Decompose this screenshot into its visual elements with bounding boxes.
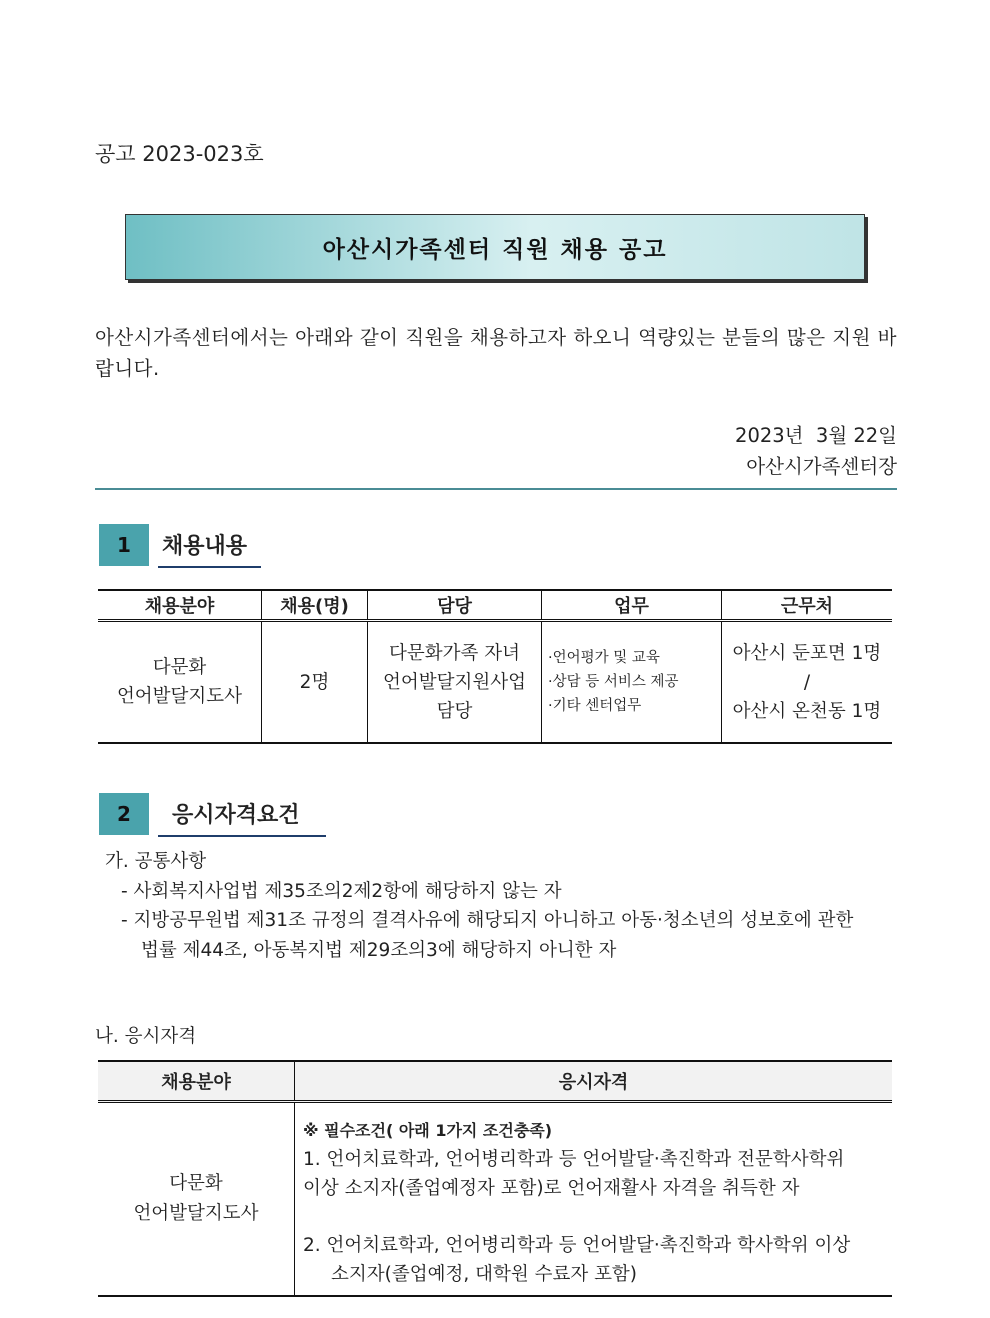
section1-number: 1 <box>99 524 149 566</box>
condition-text: 이상 소지자(졸업예정자 포함)로 언어재활사 자격을 취득한 자 <box>303 1177 800 1199</box>
qual-content-cell <box>295 1102 893 1297</box>
table-header: 업무 <box>542 590 722 621</box>
field-cell <box>98 621 262 744</box>
common-item: - 지방공무원법 제31조 규정의 결격사유에 해당되지 아니하고 아동·청소년의 성보호에 관한 <box>121 910 854 931</box>
charge-cell <box>368 621 542 744</box>
common-heading: 가. 공통사항 <box>105 851 207 872</box>
charge-text: 다문화가족 자녀 <box>389 642 520 664</box>
condition-text: 2. 언어치료학과, 언어병리학과 등 언어발달·촉진학과 학사학위 이상 <box>303 1234 851 1256</box>
must-condition: ※ 필수조건( 아래 1가지 조건충족) <box>303 1120 553 1140</box>
intro-paragraph: 아산시가족센터에서는 아래와 같이 직원을 채용하고자 하오니 역량있는 분들의 많은 지원 바랍니다. <box>95 326 897 380</box>
qualification-table <box>98 1060 892 1297</box>
table-row <box>98 621 892 744</box>
issuer: 아산시가족센터장 <box>746 455 897 478</box>
table-header: 근무처 <box>722 590 893 621</box>
table-header-row <box>98 1061 892 1102</box>
duty-cell <box>542 621 722 744</box>
workplace-cell <box>722 621 893 744</box>
table-header-row <box>98 590 892 621</box>
table-header: 채용분야 <box>98 1061 295 1102</box>
duty-item: ·언어평가 및 교육 <box>548 650 660 666</box>
section1-title: 채용내용 <box>158 529 261 568</box>
qual-field-cell <box>98 1102 295 1297</box>
common-item: - 사회복지사업법 제35조의2제2항에 해당하지 않는 자 <box>121 880 562 902</box>
announcement-date: 2023년 3월 22일 <box>735 424 897 447</box>
count-cell: 2명 <box>262 621 368 744</box>
charge-text: 언어발달지원사업 <box>383 671 526 693</box>
table-row <box>98 1102 892 1297</box>
condition-text: 1. 언어치료학과, 언어병리학과 등 언어발달·촉진학과 전문학사학위 <box>303 1148 845 1170</box>
condition-text: 소지자(졸업예정, 대학원 수료자 포함) <box>331 1263 638 1285</box>
qualification-heading: 나. 응시자격 <box>95 1026 197 1047</box>
duty-item: ·상담 등 서비스 제공 <box>548 674 679 690</box>
field-text: 언어발달지도사 <box>133 1203 259 1224</box>
workplace-text: 아산시 둔포면 1명 <box>732 642 882 664</box>
table-header: 응시자격 <box>295 1061 893 1102</box>
recruitment-table <box>98 589 892 744</box>
field-text: 다문화 <box>169 1173 223 1194</box>
table-header: 채용(명) <box>262 590 368 621</box>
common-item-cont: 법률 제44조, 아동복지법 제29조의3에 해당하지 아니한 자 <box>141 939 617 961</box>
date-block <box>735 420 897 482</box>
table-header: 담당 <box>368 590 542 621</box>
table-header: 채용분야 <box>98 590 262 621</box>
workplace-text: / <box>803 671 811 693</box>
section2-title: 응시자격요건 <box>158 798 326 837</box>
page-title: 아산시가족센터 직원 채용 공고 <box>125 214 865 280</box>
field-text: 언어발달지도사 <box>116 686 243 707</box>
section2-number: 2 <box>99 793 149 835</box>
field-text: 다문화 <box>152 657 207 678</box>
divider <box>95 488 897 490</box>
workplace-text: 아산시 온천동 1명 <box>732 700 882 722</box>
notice-number: 공고 2023-023호 <box>95 142 264 166</box>
duty-item: ·기타 센터업무 <box>548 698 642 714</box>
charge-text: 담당 <box>436 700 473 722</box>
spacer <box>303 1203 882 1231</box>
common-requirements <box>105 847 853 965</box>
